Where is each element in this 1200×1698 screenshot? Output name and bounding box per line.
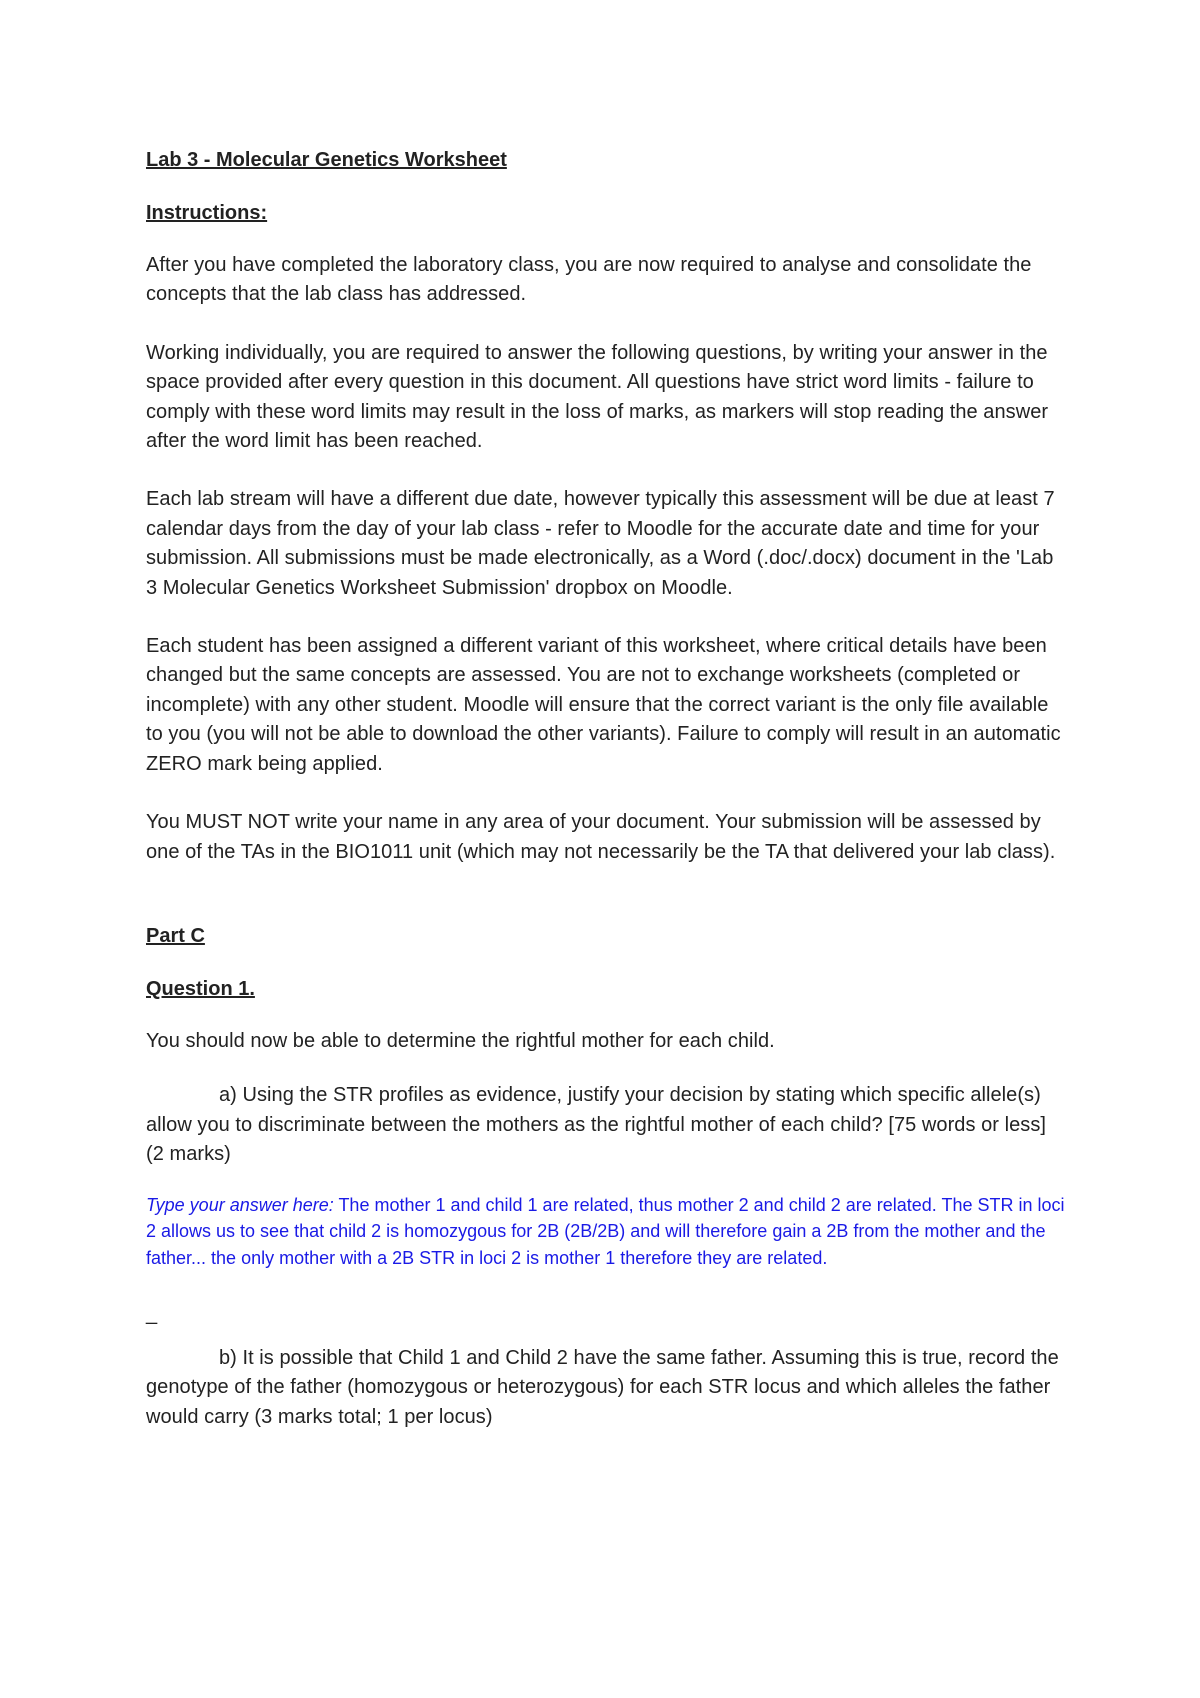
question-heading: Question 1. [146, 977, 255, 1000]
question-intro: You should now be able to determine the rightful mother for each child. [146, 1029, 775, 1052]
document-page [146, 146, 1066, 1432]
part-heading: Part C [146, 924, 205, 947]
document-title: Lab 3 - Molecular Genetics Worksheet [146, 149, 507, 171]
question-a: a) Using the STR profiles as evidence, justify your decision by stating which specific allele(s) allow you to discriminate between the mothers as the rightful mother of each child? [75 words or less] (2 marks) [146, 1084, 1046, 1166]
instructions-heading: Instructions: [146, 202, 268, 224]
answer-text: The mother 1 and child 1 are related, thus mother 2 and child 2 are related. The STR in loci 2 allows us to see that child 2 is homozygous for 2B (2B/2B) and will therefore gain a 2B from the mother and the father... the only mother with a 2B STR in loci 2 is mother 1 therefore they are related. [146, 1194, 1065, 1268]
question-b: b) It is possible that Child 1 and Child 2 have the same father. Assuming this is true, record the genotype of the father (homozygous or heterozygous) for each STR locus and which alleles the father would carry (3 marks total; 1 per locus) [146, 1347, 1059, 1428]
instructions-paragraph-3: Each lab stream will have a different due date, however typically this assessment will be due at least 7 calendar days from the day of your lab class - refer to Moodle for the accurate date and time for your submission. All submissions must be made electronically, as a Word (.doc/.docx) document in the 'Lab 3 Molecular Genetics Worksheet Submission' dropbox on Moodle. [146, 488, 1055, 599]
answer-block[interactable] [146, 1192, 1066, 1272]
answer-prompt: Type your answer here: [146, 1194, 334, 1215]
instructions-paragraph-5: You MUST NOT write your name in any area of your document. Your submission will be assessed by one of the TAs in the BIO1011 unit (which may not necessarily be the TA that delivered your lab class). [146, 811, 1056, 863]
separator-mark: _ [146, 1303, 158, 1326]
instructions-paragraph-2: Working individually, you are required to answer the following questions, by writing your answer in the space provided after every question in this document. All questions have strict word limits - failure to comply with these word limits may result in the loss of marks, as markers will stop reading the answer after the word limit has been reached. [146, 341, 1049, 453]
instructions-paragraph-1: After you have completed the laboratory class, you are now required to analyse and consolidate the concepts that the lab class has addressed. [146, 254, 1032, 306]
instructions-paragraph-4: Each student has been assigned a different variant of this worksheet, where critical details have been changed but the same concepts are assessed. You are not to exchange worksheets (completed or incomplete) with any other student. Moodle will ensure that the correct variant is the only file available to you (you will not be able to download the other variants). Failure to comply will result in an automatic ZERO mark being applied. [146, 635, 1061, 775]
